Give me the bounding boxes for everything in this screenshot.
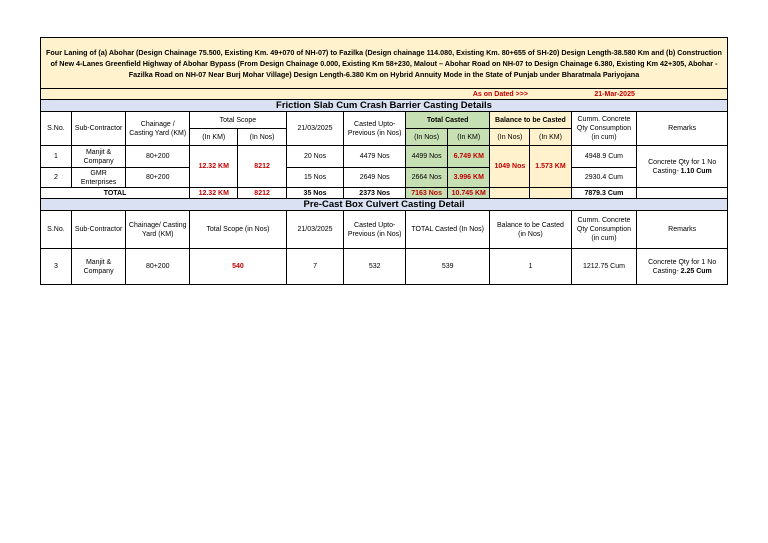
total-casted-prev: 2373 Nos xyxy=(344,188,406,199)
header-balance-km: (In KM) xyxy=(530,129,571,146)
total-row xyxy=(41,188,728,199)
table-row xyxy=(41,146,728,168)
section2-heading: Pre-Cast Box Culvert Casting Detail xyxy=(41,199,728,211)
table-row xyxy=(41,168,728,188)
header-total-scope: Total Scope xyxy=(190,112,287,129)
row2-chainage: 80+200 xyxy=(126,249,190,285)
header-scope-nos: (In Nos) xyxy=(238,129,286,146)
header2-remarks: Remarks xyxy=(637,211,728,249)
total-label: TOTAL xyxy=(41,188,190,199)
header-casted-km: (In KM) xyxy=(448,129,490,146)
header-casted-prev: Casted Upto-Previous (in Nos) xyxy=(344,112,406,146)
total-scope-nos: 8212 xyxy=(238,188,286,199)
row-concrete: 4948.9 Cum xyxy=(571,146,637,168)
header-date: 21/03/2025 xyxy=(286,112,344,146)
header2-sno: S.No. xyxy=(41,211,72,249)
row2-remarks-value: 2.25 Cum xyxy=(680,267,712,275)
header-balance-nos: (In Nos) xyxy=(490,129,530,146)
report-title: Four Laning of (a) Abohar (Design Chainage 75.500, Existing Km. 49+070 of NH-07) to Fazilka (Design chainage 114.080, Existing Km. 80+655 of SH-20) Design Length-38.580 Km and (b) Construction of New 4-Lanes Greenfield Highway of Abohar Bypass (From Design Chainage 0.000, Existing Km 58+230, Malout – Abohar Road on NH-07 to Design Chainage 6.380, Existing Km 42+305, Abohar - Fazilka Road on NH-07 Near Burj Mohar Village) Design Length-6.380 Km on Hybrid Annuity Mode in the State of Punjab under Bharatmala Pariyojana xyxy=(41,38,728,89)
total-casted-nos: 7163 Nos xyxy=(406,188,448,199)
header-concrete: Cumm. Concrete Qty Consumption (in cum) xyxy=(571,112,637,146)
header2-chainage: Chainage/ Casting Yard (KM) xyxy=(126,211,190,249)
row2-concrete: 1212.75 Cum xyxy=(571,249,637,285)
header-casted-nos: (In Nos) xyxy=(406,129,448,146)
row2-remarks-text: Concrete Qty for 1 No Casting- xyxy=(648,258,717,275)
balance-nos: 1049 Nos xyxy=(490,146,530,188)
row-casted-km: 6.749 KM xyxy=(448,146,490,168)
as-on-label: As on Dated >>> xyxy=(472,90,528,98)
header-scope-km: (In KM) xyxy=(190,129,238,146)
remarks-value: 1.10 Cum xyxy=(680,167,712,175)
casting-report-table xyxy=(40,37,728,285)
row-sno: 2 xyxy=(41,168,72,188)
header2-total-casted: TOTAL Casted (In Nos) xyxy=(406,211,490,249)
as-on-row xyxy=(41,89,728,100)
header2-total-scope: Total Scope (in Nos) xyxy=(190,211,287,249)
header2-casted-prev: Casted Upto-Previous (in Nos) xyxy=(344,211,406,249)
row-casted-km: 3.996 KM xyxy=(448,168,490,188)
row-sub-contractor: Manjit & Company xyxy=(71,146,126,168)
total-concrete: 7879.3 Cum xyxy=(571,188,637,199)
row-casted-nos: 4499 Nos xyxy=(406,146,448,168)
row-sub-contractor: GMR Enterprises xyxy=(71,168,126,188)
row-concrete: 2930.4 Cum xyxy=(571,168,637,188)
row-sno: 1 xyxy=(41,146,72,168)
section1-heading: Friction Slab Cum Crash Barrier Casting Details xyxy=(41,100,728,112)
row2-casted-prev: 532 xyxy=(344,249,406,285)
row2-date-count: 7 xyxy=(286,249,344,285)
row-casted-nos: 2664 Nos xyxy=(406,168,448,188)
row2-sno: 3 xyxy=(41,249,72,285)
as-on-date: 21-Mar-2025 xyxy=(594,90,635,98)
header-total-casted: Total Casted xyxy=(406,112,490,129)
row2-scope: 540 xyxy=(190,249,287,285)
row-chainage: 80+200 xyxy=(126,168,190,188)
total-date-count: 35 Nos xyxy=(286,188,344,199)
remarks-cell xyxy=(637,146,728,188)
total-casted-km: 10.745 KM xyxy=(448,188,490,199)
row2-sub-contractor: Manjit & Company xyxy=(71,249,126,285)
header2-concrete: Cumm. Concrete Qty Consumption (in cum) xyxy=(571,211,637,249)
header-chainage: Chainage / Casting Yard (KM) xyxy=(126,112,190,146)
row-date-count: 15 Nos xyxy=(286,168,344,188)
total-scope-km: 12.32 KM xyxy=(190,188,238,199)
scope-nos: 8212 xyxy=(238,146,286,188)
row2-total-casted: 539 xyxy=(406,249,490,285)
table-row xyxy=(41,249,728,285)
header-remarks: Remarks xyxy=(637,112,728,146)
header-balance: Balance to be Casted xyxy=(490,112,571,129)
row-casted-prev: 2649 Nos xyxy=(344,168,406,188)
header2-balance: Balance to be Casted (in Nos) xyxy=(490,211,571,249)
header2-date: 21/03/2025 xyxy=(286,211,344,249)
remarks-text: Concrete Qty for 1 No Casting- xyxy=(648,158,717,175)
scope-km: 12.32 KM xyxy=(190,146,238,188)
header2-sub-contractor: Sub-Contractor xyxy=(71,211,126,249)
row-date-count: 20 Nos xyxy=(286,146,344,168)
row2-remarks-cell xyxy=(637,249,728,285)
header-sub-contractor: Sub-Contractor xyxy=(71,112,126,146)
report-sheet xyxy=(40,37,728,285)
balance-km: 1.573 KM xyxy=(530,146,571,188)
header-sno: S.No. xyxy=(41,112,72,146)
row-chainage: 80+200 xyxy=(126,146,190,168)
row2-balance: 1 xyxy=(490,249,571,285)
row-casted-prev: 4479 Nos xyxy=(344,146,406,168)
